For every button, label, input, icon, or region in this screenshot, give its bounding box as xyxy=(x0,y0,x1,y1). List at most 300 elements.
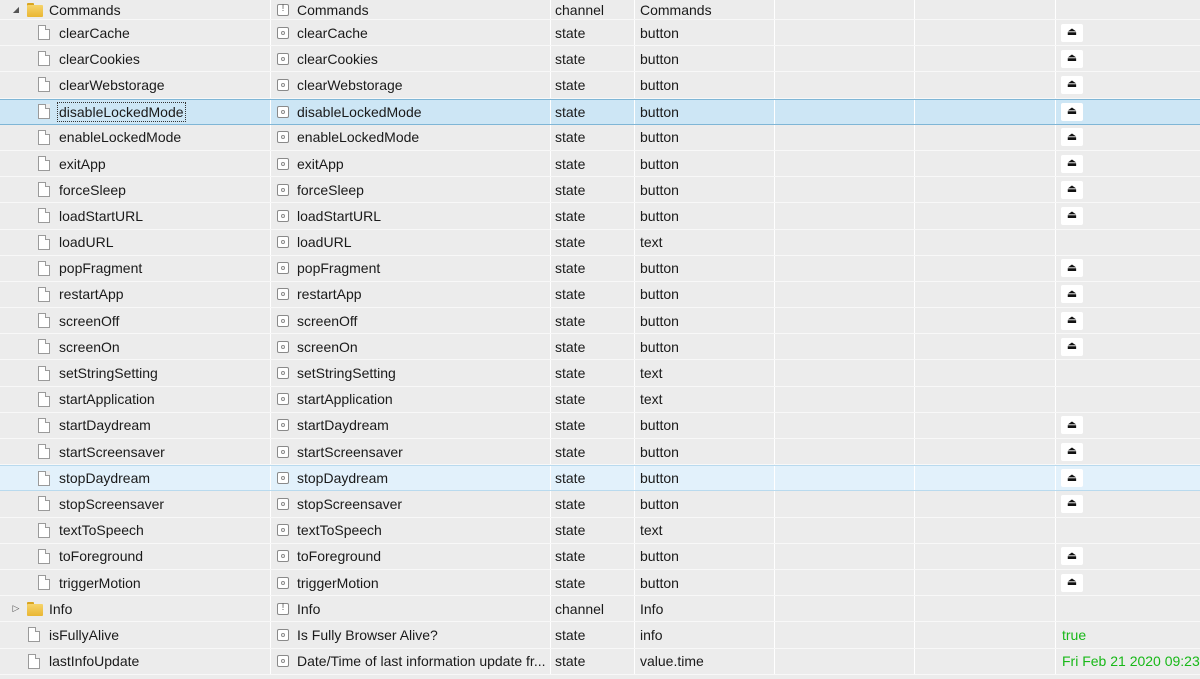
role-cell: button xyxy=(640,495,679,512)
name-cell[interactable] xyxy=(0,491,266,516)
object-title-text: restartApp xyxy=(297,286,362,303)
name-cell[interactable] xyxy=(0,46,266,71)
eject-button[interactable] xyxy=(1061,24,1083,42)
state-value-text: Fri Feb 21 2020 09:23 xyxy=(1062,653,1200,670)
object-id-text: clearWebstorage xyxy=(59,76,165,93)
type-cell: state xyxy=(555,260,586,277)
document-icon xyxy=(38,444,50,459)
column-divider xyxy=(1055,387,1056,412)
role-cell: button xyxy=(640,155,679,172)
table-row[interactable] xyxy=(0,544,1200,570)
table-row[interactable] xyxy=(0,622,1200,648)
role-cell: text xyxy=(640,234,663,251)
eject-icon: ⏏ xyxy=(1066,157,1078,170)
name-cell[interactable] xyxy=(0,308,266,333)
column-divider xyxy=(914,334,915,359)
triangle-down-icon[interactable]: ◢ xyxy=(12,5,20,14)
eject-icon: ⏏ xyxy=(1066,314,1078,327)
object-title-text: forceSleep xyxy=(297,181,364,198)
name-cell[interactable] xyxy=(0,125,266,150)
table-row[interactable] xyxy=(0,230,1200,256)
column-divider xyxy=(774,491,775,516)
value-cell xyxy=(1057,466,1200,490)
column-divider xyxy=(550,518,551,543)
eject-button[interactable] xyxy=(1061,181,1083,199)
value-cell xyxy=(1057,151,1200,176)
object-id-text: exitApp xyxy=(59,155,106,172)
column-divider xyxy=(914,0,915,19)
eject-button[interactable] xyxy=(1061,338,1083,356)
table-row[interactable] xyxy=(0,203,1200,229)
title-cell xyxy=(274,0,550,19)
state-icon xyxy=(277,79,289,91)
column-divider xyxy=(774,46,775,71)
value-cell xyxy=(1057,491,1200,516)
type-cell: state xyxy=(555,626,586,643)
name-cell[interactable] xyxy=(0,334,266,359)
state-icon xyxy=(277,131,289,143)
table-row[interactable] xyxy=(0,151,1200,177)
role-cell: button xyxy=(640,50,679,67)
eject-icon: ⏏ xyxy=(1066,105,1078,118)
value-cell xyxy=(1057,596,1200,621)
table-row[interactable] xyxy=(0,387,1200,413)
column-divider xyxy=(1055,649,1056,674)
state-icon xyxy=(277,550,289,562)
value-cell xyxy=(1057,387,1200,412)
triangle-right-icon[interactable]: ▷ xyxy=(12,603,20,614)
name-cell[interactable] xyxy=(0,360,266,385)
column-divider xyxy=(270,518,271,543)
role-cell: button xyxy=(640,548,679,565)
column-divider xyxy=(914,518,915,543)
name-cell[interactable] xyxy=(0,151,266,176)
column-divider xyxy=(270,413,271,438)
table-row[interactable] xyxy=(0,439,1200,465)
role-cell: button xyxy=(640,181,679,198)
column-divider xyxy=(1055,334,1056,359)
column-divider xyxy=(774,387,775,412)
title-cell xyxy=(274,439,550,464)
table-row[interactable] xyxy=(0,282,1200,308)
column-divider xyxy=(550,177,551,202)
object-title-text: setStringSetting xyxy=(297,365,396,382)
role-cell: button xyxy=(640,103,679,120)
column-divider xyxy=(270,125,271,150)
table-row[interactable] xyxy=(0,596,1200,622)
eject-button[interactable] xyxy=(1061,103,1083,121)
state-icon xyxy=(277,472,289,484)
state-icon xyxy=(277,158,289,170)
object-title-text: toForeground xyxy=(297,548,382,565)
column-divider xyxy=(270,570,271,595)
type-cell: state xyxy=(555,181,586,198)
title-cell xyxy=(274,230,550,255)
document-icon xyxy=(38,523,50,538)
value-cell xyxy=(1057,125,1200,150)
object-title-text: stopScreensaver xyxy=(297,495,403,512)
column-divider xyxy=(774,125,775,150)
column-divider xyxy=(914,20,915,45)
state-icon xyxy=(277,315,289,327)
title-cell xyxy=(274,125,550,150)
name-cell[interactable] xyxy=(0,203,266,228)
title-cell xyxy=(274,387,550,412)
type-cell: state xyxy=(555,365,586,382)
eject-icon: ⏏ xyxy=(1066,287,1078,300)
object-title-text: popFragment xyxy=(297,260,381,277)
table-row[interactable] xyxy=(0,491,1200,517)
eject-button[interactable] xyxy=(1061,547,1083,565)
name-cell[interactable] xyxy=(0,282,266,307)
object-id-text: clearCache xyxy=(59,24,130,41)
column-divider xyxy=(914,151,915,176)
column-divider xyxy=(1055,46,1056,71)
table-row[interactable] xyxy=(0,649,1200,675)
column-divider xyxy=(914,125,915,150)
title-cell xyxy=(274,72,550,97)
column-divider xyxy=(1055,491,1056,516)
column-divider xyxy=(1055,622,1056,647)
eject-button[interactable] xyxy=(1061,76,1083,94)
state-icon xyxy=(277,629,289,641)
column-divider xyxy=(914,544,915,569)
column-divider xyxy=(270,256,271,281)
object-title-text: textToSpeech xyxy=(297,522,382,539)
role-cell: button xyxy=(640,574,679,591)
column-divider xyxy=(550,413,551,438)
object-id-text: restartApp xyxy=(59,286,124,303)
name-cell[interactable] xyxy=(0,439,266,464)
table-row[interactable] xyxy=(0,0,1200,20)
object-title-text: screenOn xyxy=(297,338,358,355)
object-title-text: loadStartURL xyxy=(297,207,382,224)
name-cell[interactable] xyxy=(0,177,266,202)
eject-button[interactable] xyxy=(1061,416,1083,434)
column-divider xyxy=(1055,596,1056,621)
name-cell[interactable] xyxy=(0,413,266,438)
eject-button[interactable] xyxy=(1061,207,1083,225)
column-divider xyxy=(774,0,775,19)
column-divider xyxy=(270,649,271,674)
role-cell: text xyxy=(640,522,663,539)
name-cell[interactable] xyxy=(0,622,266,647)
state-icon xyxy=(277,53,289,65)
column-divider xyxy=(914,491,915,516)
table-row[interactable] xyxy=(0,465,1200,491)
value-cell xyxy=(1057,230,1200,255)
role-cell: Info xyxy=(640,600,664,617)
object-title-text: Info xyxy=(297,600,321,617)
document-icon xyxy=(38,156,50,171)
object-title-text: enableLockedMode xyxy=(297,129,420,146)
eject-button[interactable] xyxy=(1061,312,1083,330)
document-icon xyxy=(38,392,50,407)
value-cell xyxy=(1057,649,1200,674)
title-cell xyxy=(274,466,550,490)
table-row[interactable] xyxy=(0,72,1200,98)
document-icon xyxy=(38,418,50,433)
role-cell: button xyxy=(640,207,679,224)
value-cell xyxy=(1057,72,1200,97)
object-id-text: disableLockedMode xyxy=(59,103,184,120)
name-cell[interactable] xyxy=(0,230,266,255)
role-cell: button xyxy=(640,260,679,277)
document-icon xyxy=(38,235,50,250)
state-icon xyxy=(277,106,289,118)
column-divider xyxy=(550,282,551,307)
column-divider xyxy=(550,0,551,19)
column-divider xyxy=(1055,0,1056,19)
type-cell: state xyxy=(555,312,586,329)
column-divider xyxy=(270,334,271,359)
eject-button[interactable] xyxy=(1061,259,1083,277)
column-divider xyxy=(270,544,271,569)
object-title-text: startScreensaver xyxy=(297,443,403,460)
column-divider xyxy=(914,308,915,333)
column-divider xyxy=(1055,151,1056,176)
column-divider xyxy=(914,596,915,621)
column-divider xyxy=(914,360,915,385)
value-cell xyxy=(1057,413,1200,438)
object-title-text: startApplication xyxy=(297,391,393,408)
document-icon xyxy=(28,627,40,642)
eject-icon: ⏏ xyxy=(1066,209,1078,222)
object-title-text: clearCache xyxy=(297,24,368,41)
document-icon xyxy=(38,51,50,66)
table-row[interactable] xyxy=(0,46,1200,72)
column-divider xyxy=(774,203,775,228)
column-divider xyxy=(1055,413,1056,438)
column-divider xyxy=(774,596,775,621)
type-cell: state xyxy=(555,495,586,512)
column-divider xyxy=(550,256,551,281)
name-cell[interactable] xyxy=(0,649,266,674)
type-cell: state xyxy=(555,50,586,67)
object-id-text: isFullyAlive xyxy=(49,626,120,643)
name-cell[interactable] xyxy=(0,518,266,543)
column-divider xyxy=(1055,466,1056,490)
state-icon xyxy=(277,288,289,300)
column-divider xyxy=(1055,360,1056,385)
eject-button[interactable] xyxy=(1061,128,1083,146)
table-row[interactable] xyxy=(0,256,1200,282)
type-cell: state xyxy=(555,103,586,120)
object-id-text: lastInfoUpdate xyxy=(49,653,140,670)
column-divider xyxy=(1055,439,1056,464)
eject-button[interactable] xyxy=(1061,495,1083,513)
type-cell: channel xyxy=(555,1,605,18)
eject-button[interactable] xyxy=(1061,285,1083,303)
state-value-text: true xyxy=(1062,626,1087,643)
column-divider xyxy=(550,334,551,359)
document-icon xyxy=(38,549,50,564)
title-cell xyxy=(274,100,550,124)
column-divider xyxy=(774,308,775,333)
role-cell: text xyxy=(640,365,663,382)
table-row[interactable] xyxy=(0,570,1200,596)
table-row[interactable] xyxy=(0,413,1200,439)
name-cell[interactable] xyxy=(0,0,266,19)
column-divider xyxy=(1055,570,1056,595)
state-icon xyxy=(277,577,289,589)
object-id-text: screenOff xyxy=(59,312,120,329)
document-icon xyxy=(38,208,50,223)
type-cell: state xyxy=(555,24,586,41)
column-divider xyxy=(1055,203,1056,228)
column-divider xyxy=(914,100,915,124)
folder-icon xyxy=(27,3,43,17)
type-cell: state xyxy=(555,653,586,670)
document-icon xyxy=(38,366,50,381)
role-cell: button xyxy=(640,338,679,355)
table-row[interactable] xyxy=(0,334,1200,360)
column-divider xyxy=(914,387,915,412)
object-id-text: startApplication xyxy=(59,391,155,408)
table-row[interactable] xyxy=(0,360,1200,386)
value-cell xyxy=(1057,256,1200,281)
value-cell xyxy=(1057,282,1200,307)
column-divider xyxy=(270,308,271,333)
table-row[interactable] xyxy=(0,518,1200,544)
column-divider xyxy=(270,230,271,255)
column-divider xyxy=(914,466,915,490)
state-icon xyxy=(277,655,289,667)
value-cell xyxy=(1057,203,1200,228)
column-divider xyxy=(1055,125,1056,150)
column-divider xyxy=(550,308,551,333)
state-icon xyxy=(277,524,289,536)
column-divider xyxy=(914,177,915,202)
column-divider xyxy=(1055,20,1056,45)
object-id-text: toForeground xyxy=(59,548,144,565)
state-icon xyxy=(277,210,289,222)
column-divider xyxy=(550,203,551,228)
column-divider xyxy=(914,622,915,647)
column-divider xyxy=(550,466,551,490)
column-divider xyxy=(270,282,271,307)
column-divider xyxy=(1055,518,1056,543)
name-cell[interactable] xyxy=(0,100,266,124)
column-divider xyxy=(270,387,271,412)
value-cell xyxy=(1057,0,1200,19)
column-divider xyxy=(774,544,775,569)
name-cell[interactable] xyxy=(0,20,266,45)
role-cell: button xyxy=(640,76,679,93)
column-divider xyxy=(550,622,551,647)
column-divider xyxy=(270,466,271,490)
column-divider xyxy=(774,518,775,543)
table-row[interactable] xyxy=(0,177,1200,203)
eject-icon: ⏏ xyxy=(1066,471,1078,484)
document-icon xyxy=(38,130,50,145)
document-icon xyxy=(28,654,40,669)
table-row[interactable] xyxy=(0,20,1200,46)
column-divider xyxy=(774,230,775,255)
column-divider xyxy=(774,622,775,647)
table-row[interactable] xyxy=(0,99,1200,125)
eject-button[interactable] xyxy=(1061,443,1083,461)
document-icon xyxy=(38,77,50,92)
role-cell: value.time xyxy=(640,653,704,670)
column-divider xyxy=(914,203,915,228)
column-divider xyxy=(550,20,551,45)
title-cell xyxy=(274,20,550,45)
title-cell xyxy=(274,413,550,438)
eject-button[interactable] xyxy=(1061,469,1083,487)
name-cell[interactable] xyxy=(0,544,266,569)
type-cell: state xyxy=(555,129,586,146)
column-divider xyxy=(774,570,775,595)
table-row[interactable] xyxy=(0,308,1200,334)
column-divider xyxy=(550,570,551,595)
column-divider xyxy=(270,20,271,45)
object-id-text: Info xyxy=(49,600,73,617)
eject-icon: ⏏ xyxy=(1066,183,1078,196)
eject-button[interactable] xyxy=(1061,155,1083,173)
column-divider xyxy=(1055,256,1056,281)
title-cell xyxy=(274,360,550,385)
eject-icon: ⏏ xyxy=(1066,549,1078,562)
object-id-text: startDaydream xyxy=(59,417,151,434)
title-cell xyxy=(274,46,550,71)
title-cell xyxy=(274,256,550,281)
column-divider xyxy=(774,282,775,307)
value-cell xyxy=(1057,308,1200,333)
column-divider xyxy=(774,72,775,97)
title-cell xyxy=(274,518,550,543)
column-divider xyxy=(270,46,271,71)
column-divider xyxy=(914,72,915,97)
object-id-text: Commands xyxy=(49,1,121,18)
column-divider xyxy=(1055,544,1056,569)
title-cell xyxy=(274,622,550,647)
object-title-text: triggerMotion xyxy=(297,574,379,591)
title-cell xyxy=(274,596,550,621)
name-cell[interactable] xyxy=(0,570,266,595)
column-divider xyxy=(270,0,271,19)
title-cell xyxy=(274,334,550,359)
eject-icon: ⏏ xyxy=(1066,418,1078,431)
name-cell[interactable] xyxy=(0,387,266,412)
title-cell xyxy=(274,308,550,333)
column-divider xyxy=(550,649,551,674)
document-icon xyxy=(38,261,50,276)
column-divider xyxy=(774,334,775,359)
object-id-text: startScreensaver xyxy=(59,443,165,460)
name-cell[interactable] xyxy=(0,256,266,281)
object-id-text: stopScreensaver xyxy=(59,495,165,512)
name-cell[interactable] xyxy=(0,72,266,97)
state-icon xyxy=(277,393,289,405)
column-divider xyxy=(270,177,271,202)
name-cell[interactable] xyxy=(0,596,266,621)
eject-button[interactable] xyxy=(1061,50,1083,68)
name-cell[interactable] xyxy=(0,466,266,490)
type-cell: channel xyxy=(555,600,605,617)
table-row[interactable] xyxy=(0,125,1200,151)
object-title-text: disableLockedMode xyxy=(297,103,422,120)
eject-icon: ⏏ xyxy=(1066,26,1078,39)
role-cell: button xyxy=(640,443,679,460)
state-icon xyxy=(277,367,289,379)
column-divider xyxy=(914,439,915,464)
eject-button[interactable] xyxy=(1061,574,1083,592)
value-cell xyxy=(1057,518,1200,543)
column-divider xyxy=(270,203,271,228)
value-cell xyxy=(1057,177,1200,202)
type-cell: state xyxy=(555,470,586,487)
